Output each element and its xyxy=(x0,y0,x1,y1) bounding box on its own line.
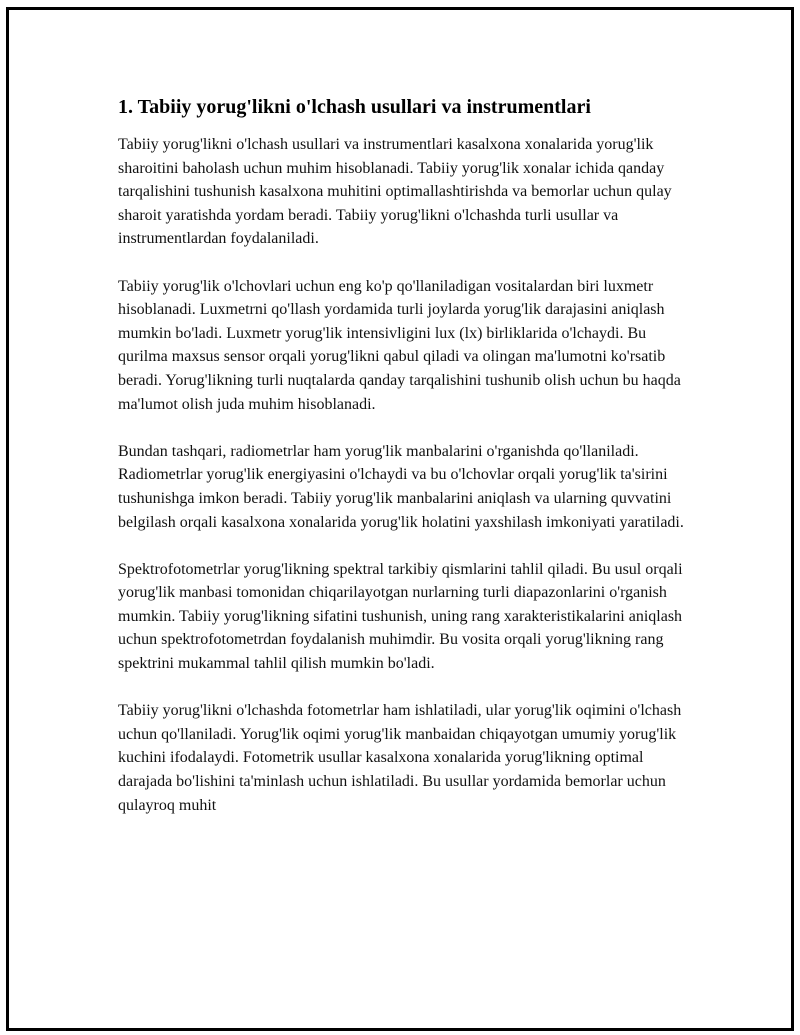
paragraph-3: Bundan tashqari, radiometrlar ham yorug'lik manbalarini o'rganishda qo'llaniladi. Radiometrlar yorug'lik energiyasini o'lchaydi va bu o'lchovlar orqali yorug'lik ta'sirini tushunishga imkon beradi. Tabiiy yorug'lik manbalarini aniqlash va ularning quvvatini belgilash orqali kasalxona xonalarida yorug'lik holatini yaxshilash imkoniyati yaratiladi. xyxy=(118,442,684,531)
paragraph-1: Tabiiy yorug'likni o'lchash usullari va instrumentlari kasalxona xonalarida yorug'lik sharoitini baholash uchun muhim hisoblanadi. Tabiiy yorug'lik xonalar ichida qanday tarqalishini tushunish kasalxona muhitini optimallashtirishda va bemorlar uchun qulay sharoit yaratishda yordam beradi. Tabiiy yorug'likni o'lchashda turli usullar va instrumentlardan foydalaniladi. xyxy=(118,136,672,248)
paragraph-2: Tabiiy yorug'lik o'lchovlari uchun eng ko'p qo'llaniladigan vositalardan biri luxmetr hisoblanadi. Luxmetrni qo'llash yordamida turli joylarda yorug'lik darajasini aniqlash mumkin bo'ladi. Luxmetr yorug'lik intensivligini lux (lx) birliklarida o'lchaydi. Bu qurilma maxsus sensor orqali yorug'likni qabul qiladi va olingan ma'lumotni ko'rsatib beradi. Yorug'likning turli nuqtalarda qanday tarqalishini tushunib olish uchun bu haqda ma'lumot olish juda muhim hisoblanadi. xyxy=(118,277,681,413)
paragraph-5: Tabiiy yorug'likni o'lchashda fotometrlar ham ishlatiladi, ular yorug'lik oqimini o'lchash uchun qo'llaniladi. Yorug'lik oqimi yorug'lik manbaidan chiqayotgan umumiy yorug'lik kuchini ifodalaydi. Fotometrik usullar kasalxona xonalarida yorug'likning optimal darajada bo'lishini ta'minlash uchun ishlatiladi. Bu usullar yordamida bemorlar uchun qulayroq muhit xyxy=(118,702,682,814)
section-heading: 1. Tabiiy yorug'likni o'lchash usullari va instrumentlari xyxy=(118,96,591,118)
document-body xyxy=(118,95,688,841)
page-frame xyxy=(6,7,794,1031)
paragraph-4: Spektrofotometrlar yorug'likning spektral tarkibiy qismlarini tahlil qiladi. Bu usul orqali yorug'lik manbasi tomonidan chiqarilayotgan nurlarning turli diapazonlarini o'rganish mumkin. Tabiiy yorug'likning sifatini tushunish, uning rang xarakteristikalarini aniqlash uchun spektrofotometrdan foydalanish muhimdir. Bu vosita orqali yorug'likning rang spektrini mukammal tahlil qilish mumkin bo'ladi. xyxy=(118,560,683,673)
